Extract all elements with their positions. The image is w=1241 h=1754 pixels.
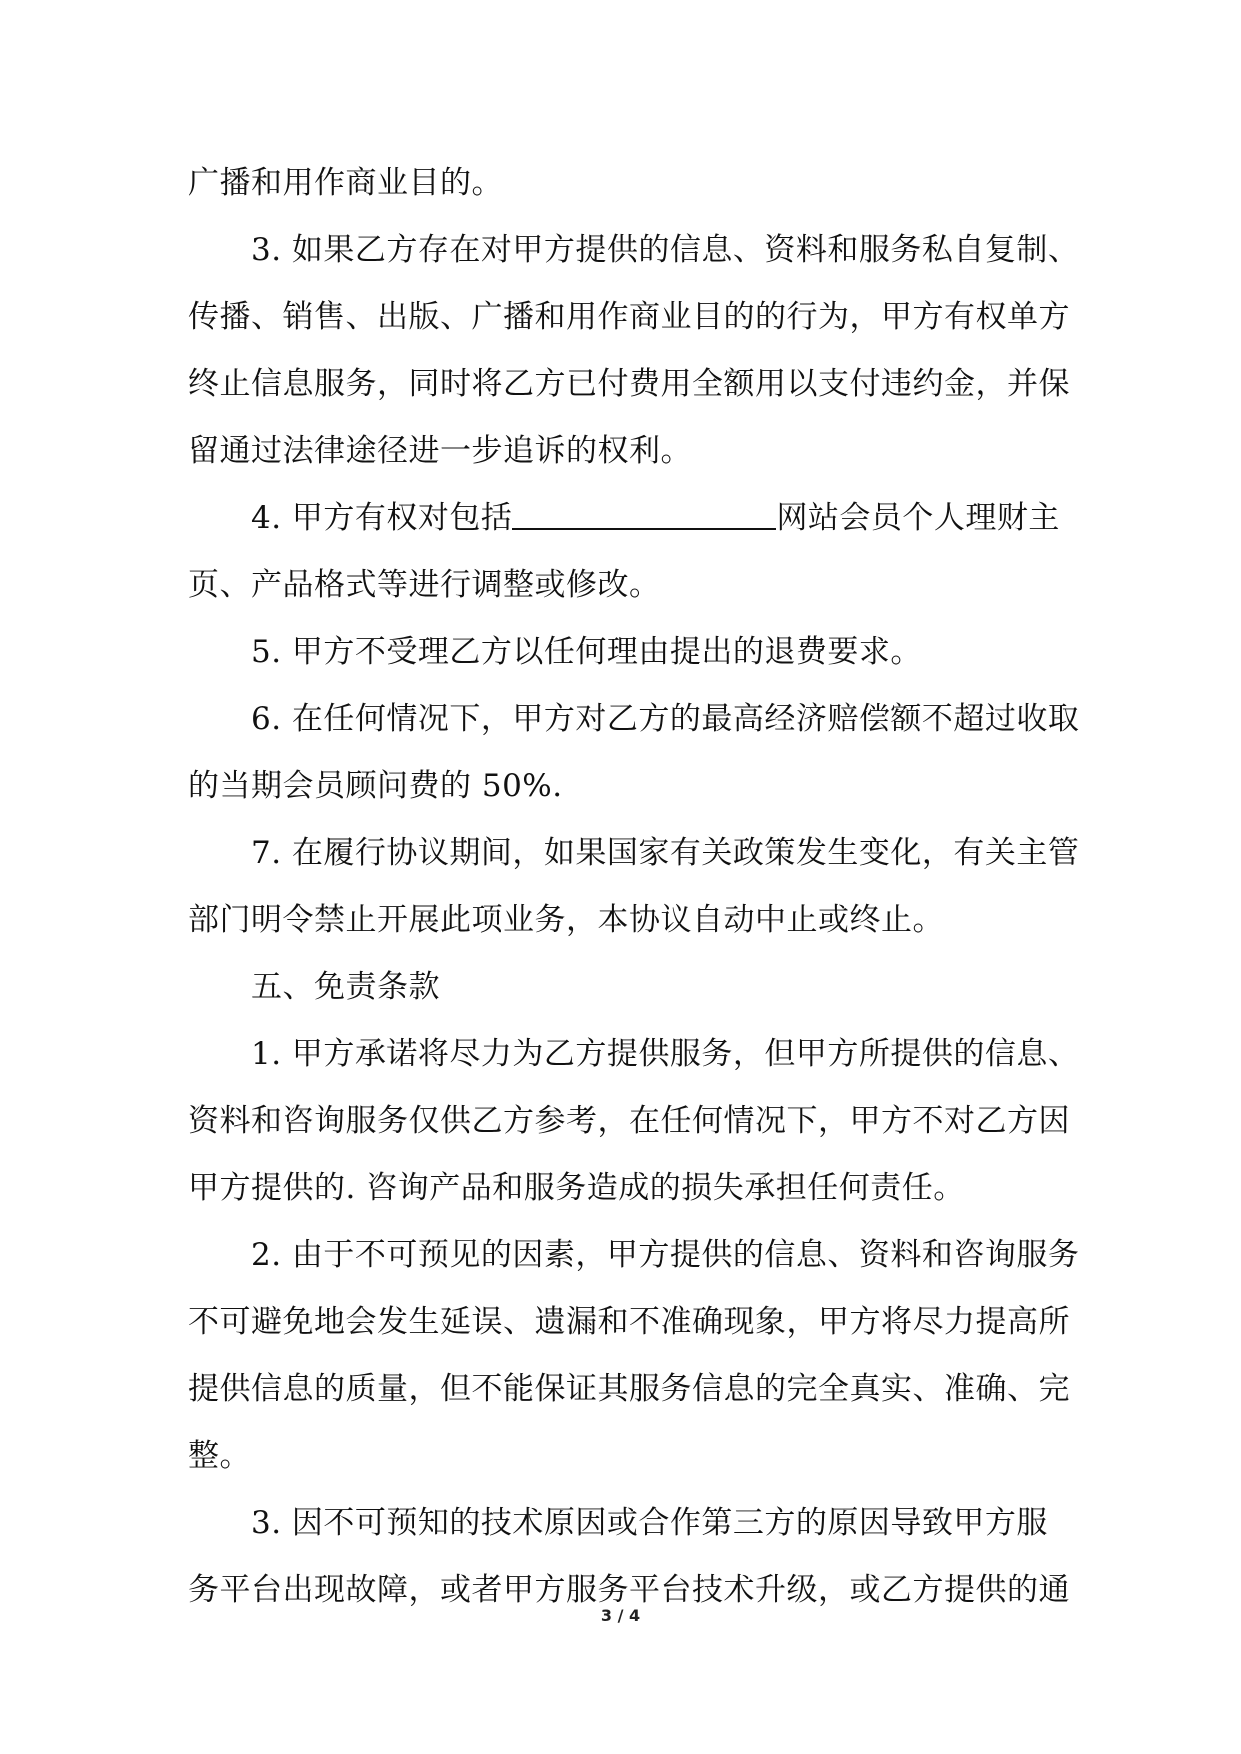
text-line: 资料和咨询服务仅供乙方参考，在任何情况下，甲方不对乙方因 <box>188 1103 1070 1139</box>
section-heading: 五、免责条款 <box>251 969 440 1005</box>
clause-7-line-1: 7. 在履行协议期间，如果国家有关政策发生变化，有关主管 <box>251 835 1080 871</box>
page-number: 3 / 4 <box>600 1606 641 1625</box>
text-line: 留通过法律途径进一步追诉的权利。 <box>188 433 692 469</box>
text-line: 提供信息的质量，但不能保证其服务信息的完全真实、准确、完 <box>188 1371 1070 1407</box>
disclaimer-3-line-1: 3. 因不可预知的技术原因或合作第三方的原因导致甲方服 <box>251 1505 1048 1541</box>
text-line: 甲方提供的. 咨询产品和服务造成的损失承担任何责任。 <box>188 1170 965 1206</box>
disclaimer-2-line-1: 2. 由于不可预见的因素，甲方提供的信息、资料和咨询服务 <box>251 1237 1080 1273</box>
clause-4-suffix: 网站会员个人理财主 <box>776 500 1060 536</box>
text-line: 不可避免地会发生延误、遗漏和不准确现象，甲方将尽力提高所 <box>188 1304 1070 1340</box>
text-line: 务平台出现故障，或者甲方服务平台技术升级，或乙方提供的通 <box>188 1572 1070 1608</box>
text-line: 的当期会员顾问费的 50%. <box>188 768 563 804</box>
clause-3-line-1: 3. 如果乙方存在对甲方提供的信息、资料和服务私自复制、 <box>251 232 1080 268</box>
document-body <box>188 150 1080 1624</box>
text-line: 部门明令禁止开展此项业务，本协议自动中止或终止。 <box>188 902 944 938</box>
clause-4-prefix: 4. 甲方有权对包括 <box>251 500 513 536</box>
text-line: 广播和用作商业目的。 <box>188 165 503 201</box>
clause-4-line-1 <box>188 485 1068 552</box>
text-line: 整。 <box>188 1438 251 1474</box>
clause-6-line-1: 6. 在任何情况下，甲方对乙方的最高经济赔偿额不超过收取 <box>251 701 1080 737</box>
clause-5-line: 5. 甲方不受理乙方以任何理由提出的退费要求。 <box>251 634 922 670</box>
text-line: 传播、销售、出版、广播和用作商业目的的行为，甲方有权单方 <box>188 299 1070 335</box>
disclaimer-1-line-1: 1. 甲方承诺将尽力为乙方提供服务，但甲方所提供的信息、 <box>251 1036 1080 1072</box>
text-line: 页、产品格式等进行调整或修改。 <box>188 567 661 603</box>
text-line: 终止信息服务，同时将乙方已付费用全额用以支付违约金，并保 <box>188 366 1070 402</box>
blank-fill-line <box>512 494 776 530</box>
